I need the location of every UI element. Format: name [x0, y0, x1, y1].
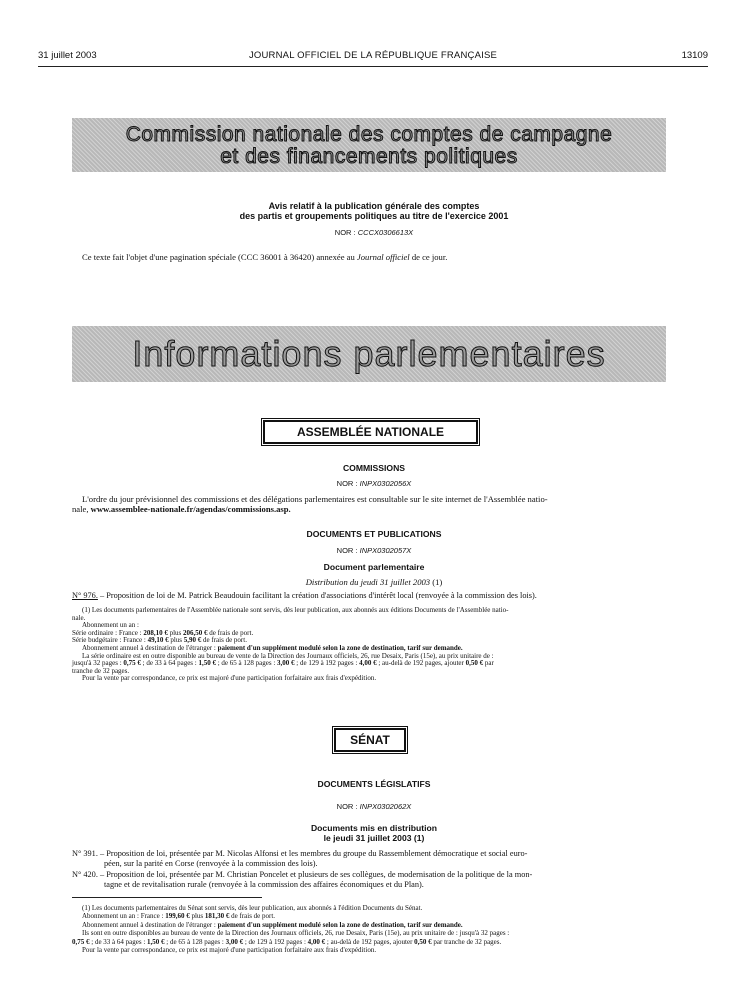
ccnp-banner — [72, 118, 666, 172]
avis-title-line2: des partis et groupements politiques au titre de l'exercice 2001 — [239, 211, 509, 221]
note-line: 0,75 € ; de 33 à 64 pages : 1,50 € ; de 65 à 128 pages : 3,00 € ; de 129 à 192 pages : 4,00 € ; au-delà de 192 pages, ajouter 0,50 € par tranche de 32 pages. — [72, 937, 502, 946]
note-line: La série ordinaire est en outre disponible au bureau de vente de la Direction des Journaux officiels, 26, rue Desaix, Paris (15e), au prix unitaire de : — [82, 651, 494, 660]
item-number: N° 976. — [72, 591, 98, 600]
note-line: Ils sont en outre disponibles au bureau de vente de la Direction des Journaux officiels, 26, rue Desaix, Paris (15e), au prix unitaire de : jusqu'à 32 pages : — [82, 929, 510, 938]
note-line: Abonnement annuel à destination de l'étranger : paiement d'un supplément modulé selon la zone de destination, tarif sur demande. — [82, 643, 463, 652]
ccnp-nor — [0, 228, 748, 237]
note-line: Série budgétaire : France : 49,10 € plus 5,90 € de frais de port. — [72, 636, 247, 645]
item-text: – Proposition de loi, présentée par M. Nicolas Alfonsi et les membres du groupe du Rassemblement démocratique et social euro- — [99, 849, 528, 858]
note-line: jusqu'à 32 pages : 0,75 € ; de 33 à 64 pages : 1,50 € ; de 65 à 128 pages : 3,00 € ; de 129 à 192 pages : 4,00 € ; au-delà de 192 pages, ajouter 0,50 € par — [72, 659, 494, 668]
info-banner — [72, 326, 666, 382]
item-number: N° 391. — [72, 849, 98, 858]
senat-title: SÉNAT — [350, 733, 390, 747]
header-journal-title: JOURNAL OFFICIEL DE LA RÉPUBLIQUE FRANÇAISE — [248, 50, 498, 61]
commissions-nor — [0, 479, 748, 488]
senat-nor — [0, 802, 748, 811]
ccnp-text-after: de ce jour. — [411, 252, 448, 262]
nor-label: NOR : — [336, 479, 358, 488]
senat-item-391 — [72, 849, 708, 869]
note-line: tranche de 32 pages. — [72, 666, 130, 675]
note-line: Pour la vente par correspondance, ce prix est majoré d'une participation forfaitaire aux frais d'expédition. — [82, 946, 377, 955]
commissions-url: www.assemblee-nationale.fr/agendas/commissions.asp. — [90, 504, 291, 514]
ccnp-banner-line1: Commission nationale des comptes de campagne — [125, 123, 613, 146]
distribution-line2: le jeudi 31 juillet 2003 (1) — [323, 833, 425, 843]
commissions-text-line1: L'ordre du jour prévisionnel des commissions et des délégations parlementaires est consultable sur le site internet de l'Assemblée natio- — [82, 494, 548, 504]
document-parlementaire-title: Document parlementaire — [323, 562, 425, 572]
note-line: Abonnement un an : — [82, 621, 139, 630]
commissions-title: COMMISSIONS — [342, 463, 406, 473]
ccnp-text-journal: Journal officiel — [356, 252, 410, 262]
commissions-text-pre: nale, — [72, 504, 89, 514]
header-date: 31 juillet 2003 — [38, 50, 97, 61]
nor-label: NOR : — [334, 228, 356, 237]
note-line: Abonnement annuel à destination de l'étranger : paiement d'un supplément modulé selon la zone de destination, tarif sur demande. — [82, 920, 463, 929]
nor-code: INPX0302062X — [359, 802, 412, 811]
info-banner-text: Informations parlementaires — [132, 333, 606, 374]
avis-title — [0, 201, 748, 221]
item-text: – Proposition de loi de M. Patrick Beaudouin facilitant la création d'associations d'intérêt local (renvoyée à la commission des lois). — [99, 591, 537, 600]
documents-legislatifs-title: DOCUMENTS LÉGISLATIFS — [317, 779, 431, 789]
item-number: N° 420. — [72, 870, 98, 879]
footnote-rule — [72, 897, 262, 898]
header-rule — [38, 66, 708, 67]
item-text-line2: péen, sur la parité en Corse (renvoyée à la commission des lois). — [104, 859, 318, 868]
nor-code: CCCX0306613X — [357, 228, 414, 237]
distribution-line — [0, 577, 748, 587]
senat-box — [334, 728, 406, 752]
distribution-date: Distribution du jeudi 31 juillet 2003 — [305, 577, 431, 587]
nor-code: INPX0302057X — [359, 546, 412, 555]
ccnp-banner-line2: et des financements politiques — [220, 145, 518, 168]
ccnp-text-before: Ce texte fait l'objet d'une pagination spéciale (CCC 36001 à 36420) annexée au — [82, 252, 355, 262]
distribution-note-ref: (1) — [432, 577, 443, 587]
an-item-976 — [72, 591, 708, 601]
ccnp-text — [82, 252, 708, 262]
note-line: Abonnement un an : France : 199,60 € plus 181,30 € de frais de port. — [82, 912, 276, 921]
distribution-line1: Documents mis en distribution — [310, 823, 438, 833]
commissions-text — [72, 494, 708, 514]
senat-distribution-title — [0, 823, 748, 843]
nor-code: INPX0302056X — [359, 479, 412, 488]
note-line: (1) Les documents parlementaires du Sénat sont servis, dès leur publication, aux abonnés à l'édition Documents du Sénat. — [82, 904, 423, 912]
nor-label: NOR : — [336, 546, 358, 555]
note-line: (1) Les documents parlementaires de l'Assemblée nationale sont servis, dès leur publication, aux abonnés aux éditions Documents de l'Assemblée natio- — [82, 606, 509, 614]
senat-item-420 — [72, 870, 708, 890]
avis-title-line1: Avis relatif à la publication générale des comptes — [268, 201, 480, 211]
running-header — [38, 50, 708, 64]
header-page-number: 13109 — [681, 50, 708, 61]
item-text: – Proposition de loi, présentée par M. Christian Poncelet et plusieurs de ses collègues, de modernisation de la politique de la mon- — [99, 870, 533, 879]
assemblee-nationale-box — [263, 420, 478, 444]
assemblee-nationale-title: ASSEMBLÉE NATIONALE — [296, 425, 445, 439]
note-line: Série ordinaire : France : 208,10 € plus 206,50 € de frais de port. — [72, 628, 254, 637]
documents-publications-title: DOCUMENTS ET PUBLICATIONS — [306, 529, 442, 539]
note-line: Pour la vente par correspondance, ce prix est majoré d'une participation forfaitaire aux frais d'expédition. — [82, 674, 377, 683]
note-line: nale. — [72, 613, 86, 622]
documents-nor — [0, 546, 748, 555]
commissions-text-line2 — [72, 504, 708, 514]
nor-label: NOR : — [336, 802, 358, 811]
an-footnote — [72, 607, 708, 683]
senat-footnote — [72, 904, 708, 954]
item-text-line2: tagne et de revitalisation rurale (renvoyée à la commission des affaires économiques et du Plan). — [104, 880, 424, 889]
